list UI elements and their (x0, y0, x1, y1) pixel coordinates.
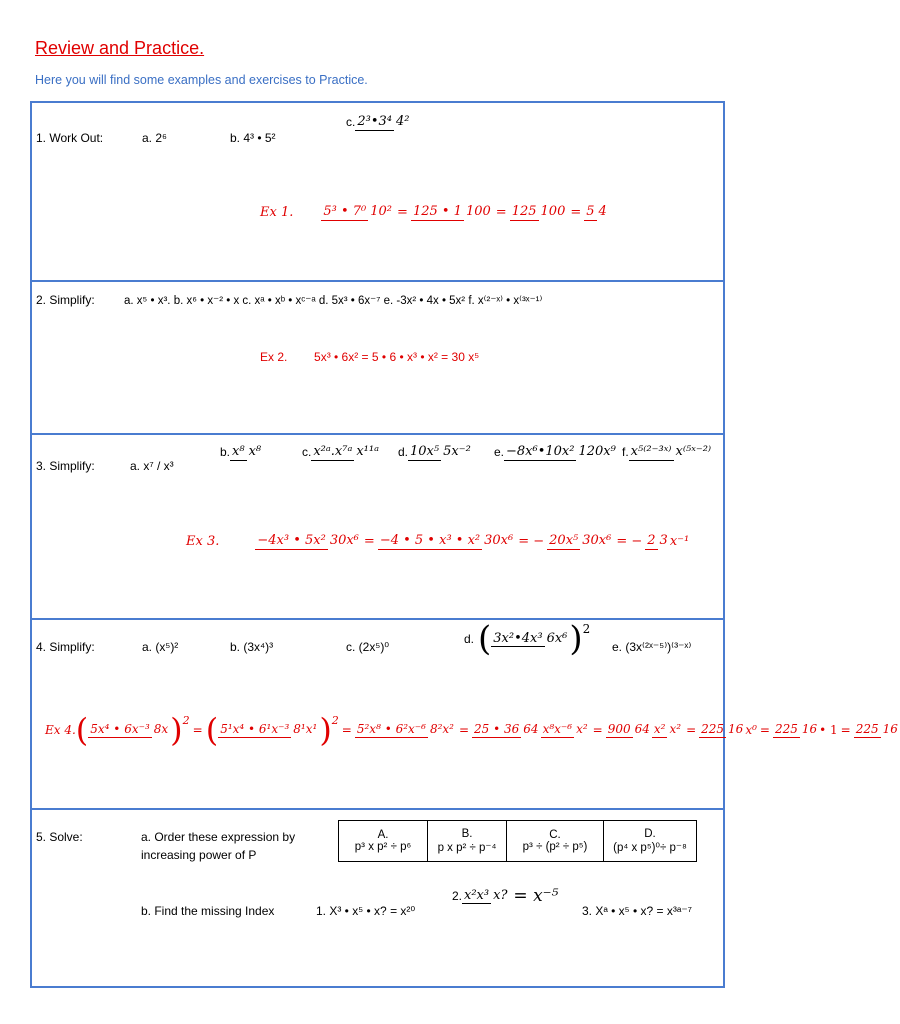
option-c: C. p³ ÷ (p² ÷ p⁵) (507, 821, 604, 862)
q4-part-a: a. (x⁵)² (142, 640, 179, 654)
option-d: D. (p⁴ x p⁵)⁰÷ p⁻⁸ (604, 821, 697, 862)
ex3-label: Ex 3. (186, 533, 220, 549)
q1-label: 1. Work Out: (36, 131, 104, 145)
q1-c-denominator: 4² (395, 114, 410, 129)
q5-a-line1: a. Order these expression by (141, 830, 296, 844)
ex1-label: Ex 1. (260, 204, 294, 220)
q1-part-a: a. 2⁶ (142, 131, 167, 145)
page-subtitle: Here you will find some examples and exercises to Practice. (35, 73, 368, 87)
q5-a-line2: increasing power of P (141, 848, 257, 862)
q1-c-numerator: 2³•3⁴ (357, 114, 392, 129)
option-b: B. p x p² ÷ p⁻⁴ (428, 821, 507, 862)
q4-part-c: c. (2x⁵)⁰ (346, 640, 390, 654)
example-3: Ex 3. −4x³ • 5x² 30x⁶ = −4 • 5 • x³ • x² 30x⁶ = − 20x⁵ 30x⁶ = − 2 3 x⁻¹ (186, 533, 690, 549)
page-title: Review and Practice. (35, 38, 205, 58)
q1-part-b: b. 4³ • 5² (230, 131, 276, 145)
q5-b3: 3. Xᵃ • x⁵ • x? = x³ᵃ⁻⁷ (582, 904, 693, 918)
power-options-table (338, 820, 697, 862)
q3-part-d: d. 10x⁵ 5x⁻² (398, 444, 471, 460)
q4-part-b: b. (3x⁴)³ (230, 640, 274, 654)
ex4-label: Ex 4. (45, 723, 76, 737)
q3-part-c: c. x²ᵃ.x⁷ᵃ x¹¹ᵃ (302, 444, 379, 460)
q4-part-d: d. ( 3x²•4x³ 6x⁶ ) 2 (464, 619, 591, 659)
q5-b1: 1. X³ • x⁵ • x? = x²⁰ (316, 904, 416, 918)
q3-part-a: a. x⁷ / x³ (130, 459, 174, 473)
example-1: Ex 1. 5³ • 7⁰ 10² = 125 • 1 100 = 125 100 = 5 4 (260, 204, 607, 220)
q3-part-b: b. x⁸ x⁸ (220, 444, 262, 460)
q5-b2: 2. x²x³ x? = x⁻⁵ (452, 886, 559, 906)
option-a: A. p³ x p² ÷ p⁶ (339, 821, 428, 862)
example-4: Ex 4. ( 5x⁴ • 6x⁻³ 8x ) 2 = ( 5¹x⁴ • 6¹x⁻³ 8¹x¹ ) 2 = 5²x⁸ • 6²x⁻⁶ 8²x² = 25 • 36 64 x⁸x⁻⁶ x² = 900 64 x² x² = 225 16 x⁰ = 225 16 • 1 = 225 16 (45, 711, 898, 749)
q3-label: 3. Simplify: (36, 459, 95, 473)
q5-label: 5. Solve: (36, 830, 83, 844)
q4-label: 4. Simplify: (36, 640, 95, 654)
q3-part-e: e. −8x⁶•10x² 120x⁹ (494, 444, 616, 460)
q3-part-f: f. x⁵⁽²⁻³ˣ⁾ x⁽⁵ˣ⁻²⁾ (622, 444, 712, 460)
q1-part-c: c. 2³•3⁴ 4² (346, 114, 410, 130)
example-2: Ex 2. 5x³ • 6x² = 5 • 6 • x³ • x² = 30 x⁵ (260, 350, 480, 364)
q4-part-e: e. (3x⁽²ˣ⁻⁵⁾)⁽³⁻ˣ⁾ (612, 640, 692, 654)
q5-b-label: b. Find the missing Index (141, 904, 275, 918)
q2-items: a. x⁵ • x³. b. x⁶ • x⁻² • x c. xᵃ • xᵇ • xᶜ⁻ᵃ d. 5x³ • 6x⁻⁷ e. -3x² • 4x • 5x² f. x⁽²⁻ˣ⁾ • x⁽³ˣ⁻¹⁾ (124, 295, 543, 307)
q2-label: 2. Simplify: (36, 293, 95, 307)
